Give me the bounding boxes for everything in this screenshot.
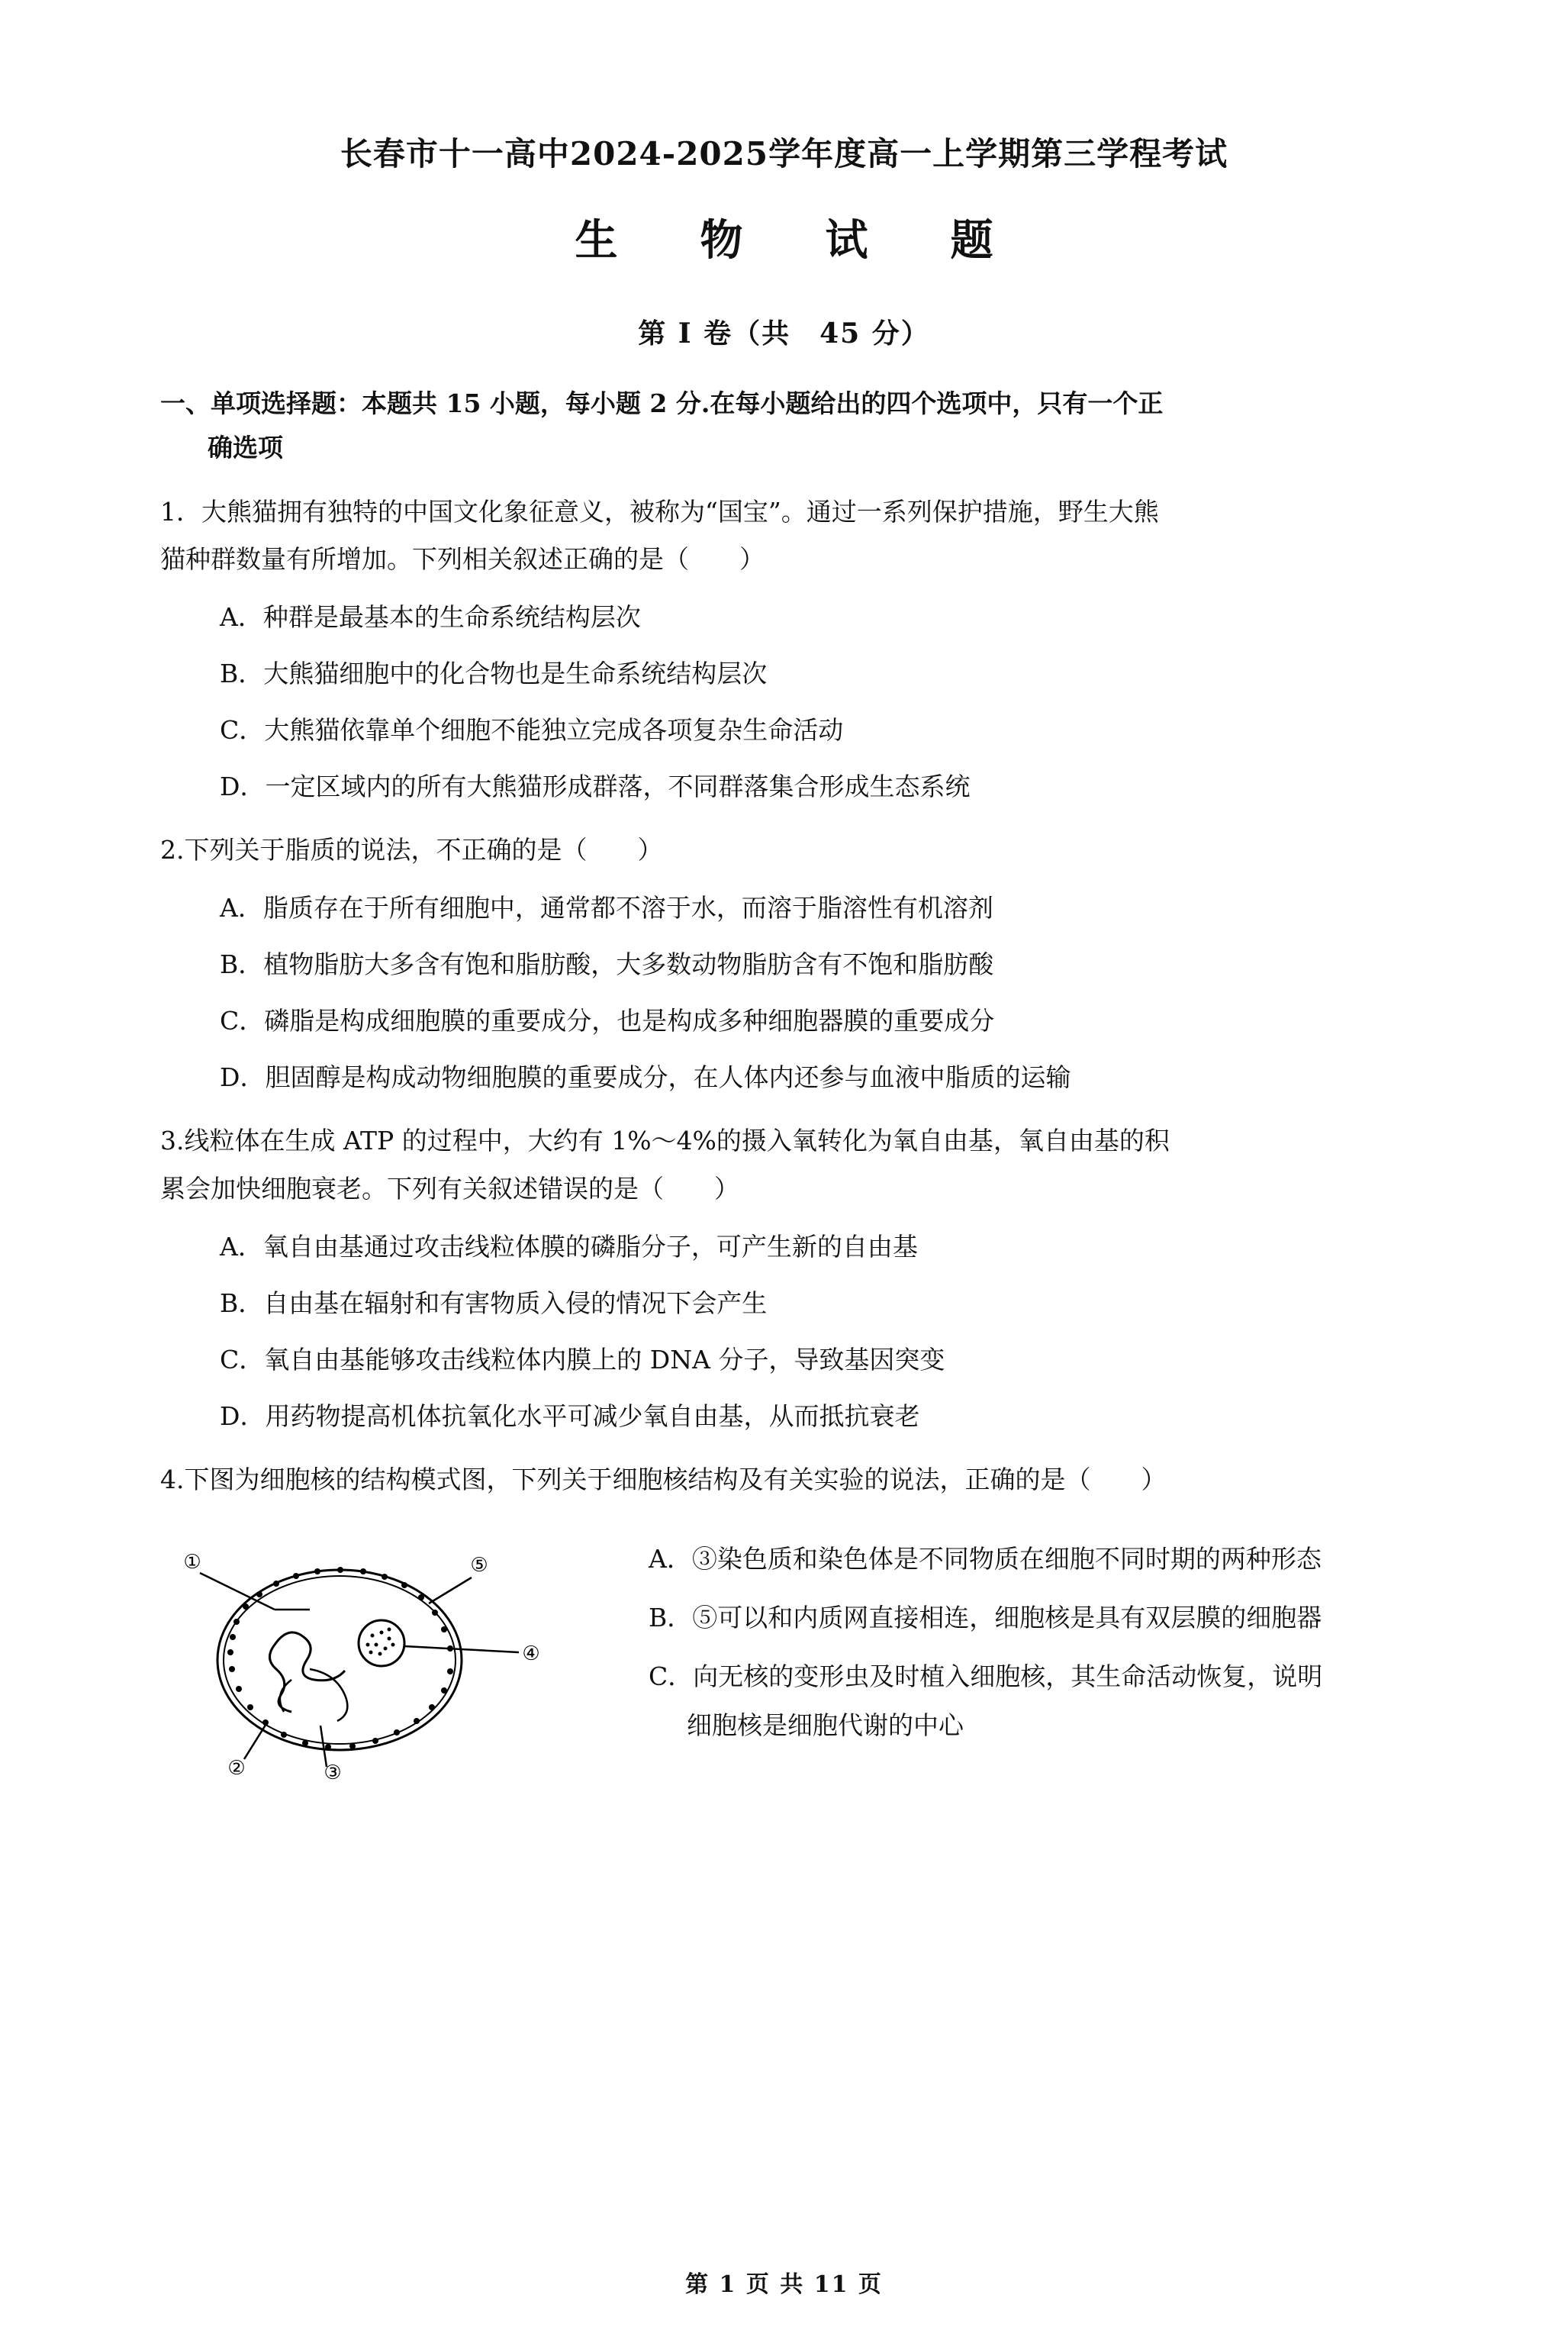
question-2-option-b: B．植物脂肪大多含有饱和脂肪酸，大多数动物脂肪含有不饱和脂肪酸 bbox=[220, 949, 994, 980]
page-footer: 第 1 页 共 11 页 bbox=[685, 2271, 883, 2298]
page-subtitle: 生 物 试 题 bbox=[575, 215, 1013, 266]
section-heading: 第 I 卷（共 45 分） bbox=[638, 317, 930, 350]
question-4-option-c-cont: 细胞核是细胞代谢的中心 bbox=[687, 1710, 964, 1741]
page-title: 长春市十一高中2024-2025学年度高一上学期第三学程考试 bbox=[340, 135, 1228, 172]
question-4 bbox=[160, 1458, 1408, 1782]
question-1-option-b: B．大熊猫细胞中的化合物也是生命系统结构层次 bbox=[220, 659, 768, 689]
question-1-option-d: D．一定区域内的所有大熊猫形成群落，不同群落集合形成生态系统 bbox=[220, 772, 971, 802]
question-3-option-b: B．自由基在辐射和有害物质入侵的情况下会产生 bbox=[220, 1288, 768, 1319]
cell-nucleus-diagram bbox=[160, 1523, 633, 1782]
question-1-stem-line-1: 1．大熊猫拥有独特的中国文化象征意义，被称为“国宝”。通过一系列保护措施，野生大熊 bbox=[160, 496, 1159, 527]
question-3-stem-line-1: 3.线粒体在生成 ATP 的过程中，大约有 1%～4%的摄入氧转化为氧自由基，氧自由基的积 bbox=[160, 1126, 1170, 1156]
figure-label-5: ⑤ bbox=[470, 1554, 488, 1578]
figure-label-4: ④ bbox=[522, 1642, 540, 1666]
instructions-line-2: 确选项 bbox=[208, 432, 283, 462]
question-2-option-c: C．磷脂是构成细胞膜的重要成分，也是构成多种细胞器膜的重要成分 bbox=[220, 1006, 995, 1036]
instructions bbox=[160, 382, 1408, 470]
cell-nucleus-icon bbox=[160, 1530, 618, 1782]
question-1-option-c: C．大熊猫依靠单个细胞不能独立完成各项复杂生命活动 bbox=[220, 715, 844, 746]
question-2-option-a: A．脂质存在于所有细胞中，通常都不溶于水，而溶于脂溶性有机溶剂 bbox=[220, 893, 993, 923]
figure-label-3: ③ bbox=[324, 1761, 342, 1783]
question-4-option-b: B．⑤可以和内质网直接相连，细胞核是具有双层膜的细胞器 bbox=[649, 1602, 1322, 1632]
question-2-stem-line-1: 2.下列关于脂质的说法，不正确的是（ ） bbox=[160, 835, 663, 865]
instructions-line-1: 一、单项选择题：本题共 15 小题，每小题 2 分.在每小题给出的四个选项中，只有一个正 bbox=[160, 388, 1164, 418]
question-2-option-d: D．胆固醇是构成动物细胞膜的重要成分，在人体内还参与血液中脂质的运输 bbox=[220, 1062, 1071, 1093]
question-1-stem-line-2: 猫种群数量有所增加。下列相关叙述正确的是（ ） bbox=[160, 544, 765, 575]
question-3-stem-line-2: 累会加快细胞衰老。下列有关叙述错误的是（ ） bbox=[160, 1174, 739, 1204]
question-1 bbox=[160, 490, 1408, 809]
question-4-options bbox=[633, 1523, 1408, 1748]
figure-label-2: ② bbox=[227, 1757, 246, 1781]
question-2 bbox=[160, 828, 1408, 1099]
question-3 bbox=[160, 1119, 1408, 1438]
question-3-option-c: C．氧自由基能够攻击线粒体内膜上的 DNA 分子，导致基因突变 bbox=[220, 1345, 945, 1375]
figure-label-1: ① bbox=[183, 1551, 201, 1574]
question-3-option-d: D．用药物提高机体抗氧化水平可减少氧自由基，从而抵抗衰老 bbox=[220, 1401, 920, 1432]
question-3-option-a: A．氧自由基通过攻击线粒体膜的磷脂分子，可产生新的自由基 bbox=[220, 1231, 918, 1262]
question-4-figure-block bbox=[160, 1523, 1408, 1782]
question-1-option-a: A．种群是最基本的生命系统结构层次 bbox=[220, 601, 641, 632]
question-4-option-a: A．③染色质和染色体是不同物质在细胞不同时期的两种形态 bbox=[649, 1544, 1322, 1574]
question-4-option-c: C．向无核的变形虫及时植入细胞核，其生命活动恢复，说明 bbox=[649, 1661, 1323, 1691]
question-4-stem-line-1: 4.下图为细胞核的结构模式图，下列关于细胞核结构及有关实验的说法，正确的是（ ） bbox=[160, 1465, 1167, 1495]
